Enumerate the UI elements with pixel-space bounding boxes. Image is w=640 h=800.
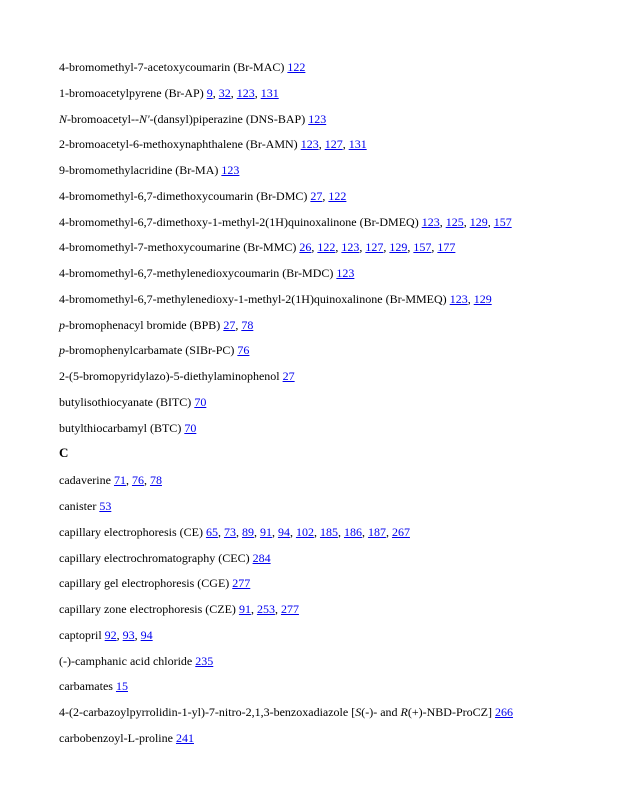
index-entry: capillary electrophoresis (CE) 65, 73, 89, 91, 94, 102, 185, 186, 187, 267 bbox=[59, 524, 410, 539]
page-link[interactable]: 122 bbox=[328, 188, 347, 203]
index-term: (-)-camphanic acid chloride bbox=[59, 653, 193, 668]
page-link[interactable]: 73 bbox=[223, 524, 236, 539]
index-term: captopril bbox=[59, 627, 102, 642]
page-link[interactable]: 235 bbox=[195, 653, 214, 668]
index-entry: 4-bromomethyl-6,7-dimethoxy-1-methyl-2(1H)quinoxalinone (Br-DMEQ) 123, 125, 129, 157 bbox=[59, 214, 512, 229]
page-link[interactable]: 266 bbox=[494, 705, 513, 719]
italic-term-part: N bbox=[59, 111, 68, 126]
index-term: canister bbox=[59, 499, 97, 513]
page-link[interactable]: 15 bbox=[115, 679, 128, 694]
page-link[interactable]: 93 bbox=[122, 627, 135, 642]
page-link[interactable]: 78 bbox=[241, 317, 254, 332]
page-link[interactable]: 91 bbox=[238, 602, 251, 616]
index-term bbox=[59, 705, 492, 719]
index-entry: p-bromophenacyl bromide (BPB) 27, 78 bbox=[59, 317, 254, 332]
page-link[interactable]: 157 bbox=[413, 240, 432, 255]
page-link[interactable]: 76 bbox=[237, 343, 250, 358]
page-link[interactable]: 27 bbox=[223, 317, 236, 332]
term-part: 4-(2-carbazoylpyrrolidin-1-yl)-7-nitro-2,1,3-benzoxadiazole [ bbox=[59, 705, 356, 719]
term-part: -bromophenylcarbamate (SIBr-PC) bbox=[65, 343, 235, 358]
page-link[interactable]: 127 bbox=[324, 137, 343, 152]
term-part: -bromoacetyl-- bbox=[67, 111, 139, 126]
page-link[interactable]: 284 bbox=[252, 550, 271, 565]
index-entry: 4-bromomethyl-6,7-methylenedioxy-1-methyl-2(1H)quinoxalinone (Br-MMEQ) 123, 129 bbox=[59, 291, 492, 306]
page-link[interactable]: 277 bbox=[280, 602, 299, 616]
page-link[interactable]: 131 bbox=[348, 137, 367, 152]
page-link[interactable]: 102 bbox=[295, 524, 314, 539]
page-link[interactable]: 185 bbox=[319, 524, 338, 539]
page-link[interactable]: 277 bbox=[232, 576, 251, 591]
index-term: 4-bromomethyl-7-methoxycoumarine (Br-MMC) bbox=[59, 240, 297, 255]
index-entry bbox=[59, 704, 620, 720]
index-entry: 4-bromomethyl-6,7-dimethoxycoumarin (Br-DMC) 27, 122 bbox=[59, 188, 347, 203]
page-link[interactable]: 186 bbox=[343, 524, 362, 539]
page-link[interactable]: 241 bbox=[175, 730, 194, 745]
index-entry bbox=[59, 394, 620, 410]
page-link[interactable]: 123 bbox=[336, 266, 355, 280]
index-entry: cadaverine 71, 76, 78 bbox=[59, 473, 162, 488]
page-link[interactable]: 89 bbox=[241, 524, 254, 539]
term-part: -bromophenacyl bromide (BPB) bbox=[65, 317, 221, 332]
index-list bbox=[59, 59, 620, 756]
page-link[interactable]: 125 bbox=[445, 214, 464, 229]
index-term: 2-bromoacetyl-6-methoxynaphthalene (Br-AMN) bbox=[59, 137, 298, 152]
page-link[interactable]: 27 bbox=[282, 369, 295, 383]
index-entry: 1-bromoacetylpyrene (Br-AP) 9, 32, 123, 131 bbox=[59, 85, 279, 100]
index-term bbox=[59, 343, 234, 357]
index-term bbox=[59, 318, 220, 332]
page-link[interactable]: 65 bbox=[205, 524, 218, 539]
page-link[interactable]: 122 bbox=[287, 60, 306, 74]
index-term: carbobenzoyl-L-proline bbox=[59, 730, 173, 745]
index-term: capillary gel electrophoresis (CGE) bbox=[59, 576, 230, 591]
page-link[interactable]: 71 bbox=[113, 473, 126, 488]
term-part: -(dansyl)piperazine (DNS-BAP) bbox=[149, 111, 306, 126]
index-entry bbox=[59, 162, 620, 178]
index-term: capillary electrophoresis (CE) bbox=[59, 524, 203, 539]
index-entry: 4-bromomethyl-7-methoxycoumarine (Br-MMC) 26, 122, 123, 127, 129, 157, 177 bbox=[59, 240, 456, 255]
index-entry bbox=[59, 420, 620, 436]
page-link[interactable]: 123 bbox=[308, 111, 327, 126]
section-heading: C bbox=[59, 445, 69, 461]
index-term: capillary electrochromatography (CEC) bbox=[59, 550, 250, 565]
index-term: cadaverine bbox=[59, 473, 111, 488]
index-term: 1-bromoacetylpyrene (Br-AP) bbox=[59, 85, 204, 100]
italic-term-part: N' bbox=[138, 111, 150, 126]
index-entry bbox=[59, 730, 620, 746]
page-link[interactable]: 123 bbox=[449, 291, 468, 306]
page-link[interactable]: 123 bbox=[341, 240, 360, 255]
index-entry bbox=[59, 59, 620, 75]
index-entry bbox=[59, 653, 620, 669]
index-entry: 2-bromoacetyl-6-methoxynaphthalene (Br-AMN) 123, 127, 131 bbox=[59, 137, 367, 152]
italic-term-part: p bbox=[59, 343, 65, 358]
index-entry bbox=[59, 575, 620, 591]
page-link[interactable]: 76 bbox=[131, 473, 144, 488]
term-part: (-)- and bbox=[361, 705, 401, 719]
page-link[interactable]: 123 bbox=[236, 85, 255, 100]
index-term: 4-bromomethyl-6,7-dimethoxycoumarin (Br-DMC) bbox=[59, 188, 308, 203]
page-link[interactable]: 177 bbox=[437, 240, 456, 255]
page-link[interactable]: 123 bbox=[300, 137, 319, 152]
index-entry bbox=[59, 368, 620, 384]
index-entry bbox=[59, 498, 620, 514]
index-term: butylisothiocyanate (BITC) bbox=[59, 394, 192, 409]
page-link[interactable]: 122 bbox=[317, 240, 336, 255]
page-link[interactable]: 127 bbox=[365, 240, 384, 255]
index-term: carbamates bbox=[59, 679, 113, 694]
index-term: 4-bromomethyl-7-acetoxycoumarin (Br-MAC) bbox=[59, 60, 285, 74]
index-term: 4-bromomethyl-6,7-dimethoxy-1-methyl-2(1H)quinoxalinone (Br-DMEQ) bbox=[59, 214, 419, 229]
italic-term-part: p bbox=[59, 317, 65, 332]
page-link[interactable]: 131 bbox=[260, 85, 279, 100]
page-link[interactable]: 78 bbox=[149, 473, 162, 488]
index-entry bbox=[59, 265, 620, 281]
page-link[interactable]: 94 bbox=[140, 627, 153, 642]
page-link[interactable]: 129 bbox=[469, 214, 488, 229]
page-link[interactable]: 9 bbox=[206, 85, 213, 100]
page-link[interactable]: 92 bbox=[104, 627, 117, 642]
page-link[interactable]: 123 bbox=[221, 163, 240, 177]
term-part: (+)-NBD-ProCZ] bbox=[407, 705, 492, 719]
index-entry bbox=[59, 550, 620, 566]
index-entry bbox=[59, 111, 620, 127]
index-entry: capillary zone electrophoresis (CZE) 91, 253, 277 bbox=[59, 602, 299, 616]
page-link[interactable]: 187 bbox=[367, 524, 386, 539]
index-entry: captopril 92, 93, 94 bbox=[59, 627, 153, 642]
page-link[interactable]: 70 bbox=[194, 394, 207, 409]
page-link[interactable]: 157 bbox=[493, 214, 512, 229]
index-term: 2-(5-bromopyridylazo)-5-diethylaminophenol bbox=[59, 369, 280, 383]
page-link[interactable]: 253 bbox=[256, 602, 275, 616]
index-entry bbox=[59, 678, 620, 694]
italic-term-part: R bbox=[400, 705, 408, 719]
page-link[interactable]: 129 bbox=[473, 291, 492, 306]
page-link[interactable]: 91 bbox=[259, 524, 272, 539]
page-link[interactable]: 267 bbox=[391, 524, 410, 539]
index-term: 9-bromomethylacridine (Br-MA) bbox=[59, 163, 219, 177]
page-link[interactable]: 27 bbox=[310, 188, 323, 203]
index-term: 4-bromomethyl-6,7-methylenedioxy-1-methyl-2(1H)quinoxalinone (Br-MMEQ) bbox=[59, 291, 447, 306]
page-link[interactable]: 70 bbox=[184, 420, 197, 435]
italic-term-part: S bbox=[355, 705, 362, 719]
index-term: 4-bromomethyl-6,7-methylenedioxycoumarin (Br-MDC) bbox=[59, 266, 334, 280]
index-term bbox=[59, 112, 305, 126]
page-link[interactable]: 129 bbox=[389, 240, 408, 255]
index-term: capillary zone electrophoresis (CZE) bbox=[59, 602, 236, 616]
page-link[interactable]: 32 bbox=[218, 85, 231, 100]
index-entry bbox=[59, 342, 620, 358]
page-link[interactable]: 53 bbox=[99, 499, 112, 513]
page-link[interactable]: 94 bbox=[277, 524, 290, 539]
page-link[interactable]: 26 bbox=[299, 240, 312, 255]
index-term: butylthiocarbamyl (BTC) bbox=[59, 420, 182, 435]
page-link[interactable]: 123 bbox=[421, 214, 440, 229]
